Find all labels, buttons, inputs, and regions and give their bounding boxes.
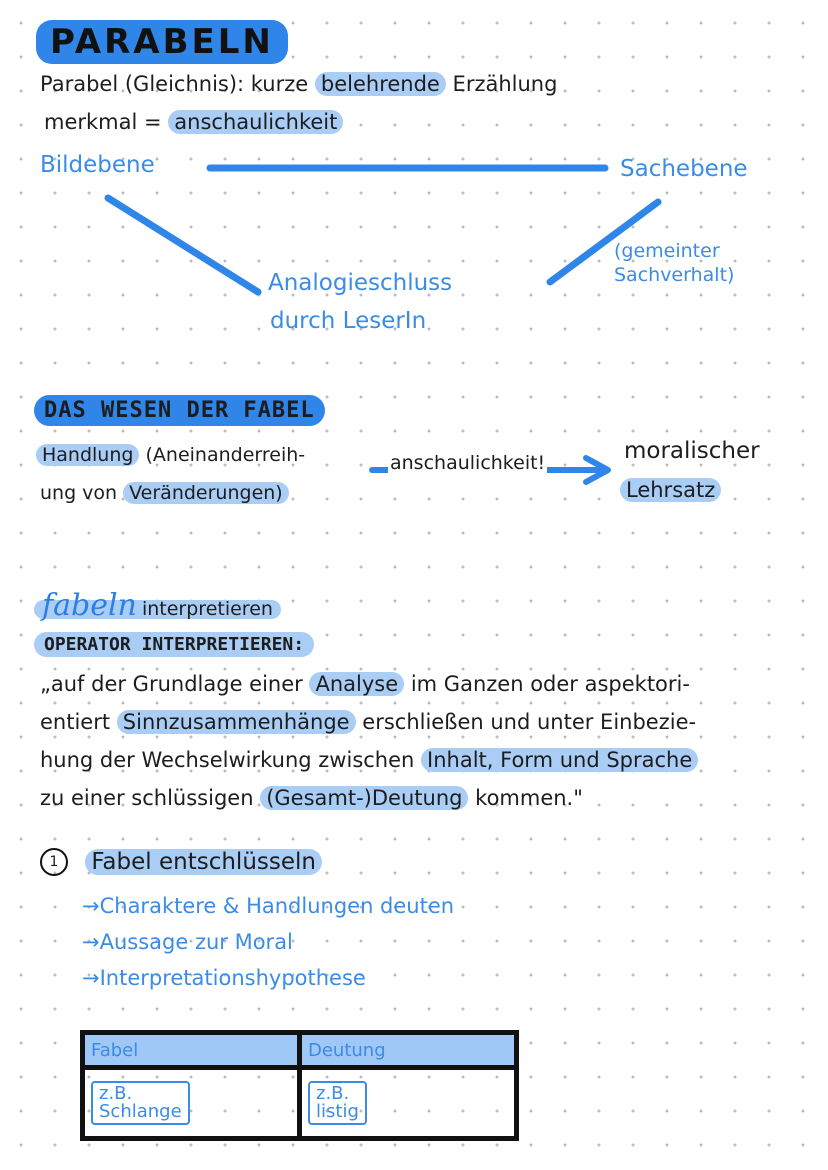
definition-highlight: belehrende bbox=[315, 72, 446, 96]
merkmal-highlight: anschaulichkeit bbox=[168, 110, 343, 134]
handlung-highlight: Handlung bbox=[36, 444, 139, 466]
table-cell-deutung bbox=[300, 1068, 517, 1139]
quote-line-2 bbox=[40, 710, 696, 734]
interpret-title-rest: interpretieren bbox=[141, 598, 273, 620]
handlung-line2-prefix: ung von bbox=[40, 482, 118, 504]
cell-bracket bbox=[308, 1081, 367, 1125]
table-header-row bbox=[83, 1033, 517, 1068]
quote-text: „auf der Grundlage einer bbox=[40, 672, 303, 696]
sachebene-note-2: Sachverhalt) bbox=[614, 264, 735, 286]
quote-text: hung der Wechselwirkung zwischen bbox=[40, 748, 415, 772]
step-number-circle: 1 bbox=[40, 848, 68, 876]
bildebene-label: Bildebene bbox=[40, 152, 155, 178]
step-1 bbox=[40, 848, 322, 876]
handlung-line-2 bbox=[40, 482, 289, 504]
merkmal-label: merkmal = bbox=[44, 110, 162, 134]
sachebene-label: Sachebene bbox=[620, 156, 748, 182]
veraenderungen-highlight: Veränderungen) bbox=[123, 482, 289, 504]
cell-line-2: listig bbox=[316, 1101, 359, 1122]
step-title: Fabel entschlüsseln bbox=[85, 849, 322, 875]
lehrsatz-highlight: Lehrsatz bbox=[620, 478, 721, 502]
quote-highlight-deutung: (Gesamt-)Deutung bbox=[260, 786, 468, 810]
quote-line-4 bbox=[40, 786, 583, 810]
quote-highlight-sinn: Sinnzusammenhänge bbox=[117, 710, 356, 734]
page-title: PARABELN bbox=[36, 20, 288, 64]
quote-text: zu einer schlüssigen bbox=[40, 786, 254, 810]
table-row bbox=[83, 1068, 517, 1139]
quote-text: kommen." bbox=[475, 786, 583, 810]
table-header-fabel: Fabel bbox=[83, 1033, 300, 1068]
fabel-heading-wrap bbox=[34, 398, 325, 423]
handlung-rest: (Aneinanderreih- bbox=[145, 444, 306, 466]
quote-line-1 bbox=[40, 672, 690, 696]
page-title-wrap bbox=[36, 22, 288, 62]
quote-highlight-analyse: Analyse bbox=[309, 672, 404, 696]
fabel-deutung-table bbox=[80, 1030, 519, 1141]
cell-line-1: z.B. bbox=[99, 1083, 133, 1104]
moralischer-label: moralischer bbox=[624, 438, 760, 464]
interpret-title bbox=[34, 588, 281, 623]
analogieschluss-label: Analogieschluss bbox=[268, 270, 453, 296]
bild-analogie-line bbox=[108, 198, 258, 292]
sachebene-note-1: (gemeinter bbox=[614, 240, 720, 262]
quote-text: im Ganzen oder aspektori- bbox=[410, 672, 690, 696]
parabel-definition bbox=[40, 72, 557, 96]
table-header-deutung: Deutung bbox=[300, 1033, 517, 1068]
step-item-2: →Aussage zur Moral bbox=[82, 930, 293, 954]
handlung-line-1 bbox=[36, 444, 305, 466]
cell-bracket bbox=[91, 1081, 190, 1125]
operator-heading: OPERATOR INTERPRETIEREN: bbox=[34, 632, 314, 657]
durch-leserin-label: durch LeserIn bbox=[270, 308, 427, 334]
definition-suffix: Erzählung bbox=[452, 72, 558, 96]
table-cell-fabel bbox=[83, 1068, 300, 1139]
quote-line-3 bbox=[40, 748, 698, 772]
step-item-1: →Charaktere & Handlungen deuten bbox=[82, 894, 455, 918]
definition-text: Parabel (Gleichnis): kurze bbox=[40, 72, 309, 96]
operator-heading-wrap bbox=[34, 634, 314, 655]
step-item-3: →Interpretationshypothese bbox=[82, 966, 366, 990]
quote-text: erschließen und unter Einbezie- bbox=[362, 710, 697, 734]
interpret-script-word: fabeln bbox=[42, 588, 137, 623]
quote-text: entiert bbox=[40, 710, 111, 734]
cell-line-1: z.B. bbox=[316, 1083, 350, 1104]
quote-highlight-inhalt: Inhalt, Form und Sprache bbox=[421, 748, 698, 772]
cell-line-2: Schlange bbox=[99, 1101, 182, 1122]
lehrsatz-wrap bbox=[620, 478, 721, 502]
interpret-title-highlight bbox=[34, 588, 281, 623]
fabel-heading: DAS WESEN DER FABEL bbox=[34, 395, 325, 426]
merkmal-line bbox=[44, 110, 343, 134]
arrow-label: anschaulichkeit! bbox=[390, 452, 546, 474]
